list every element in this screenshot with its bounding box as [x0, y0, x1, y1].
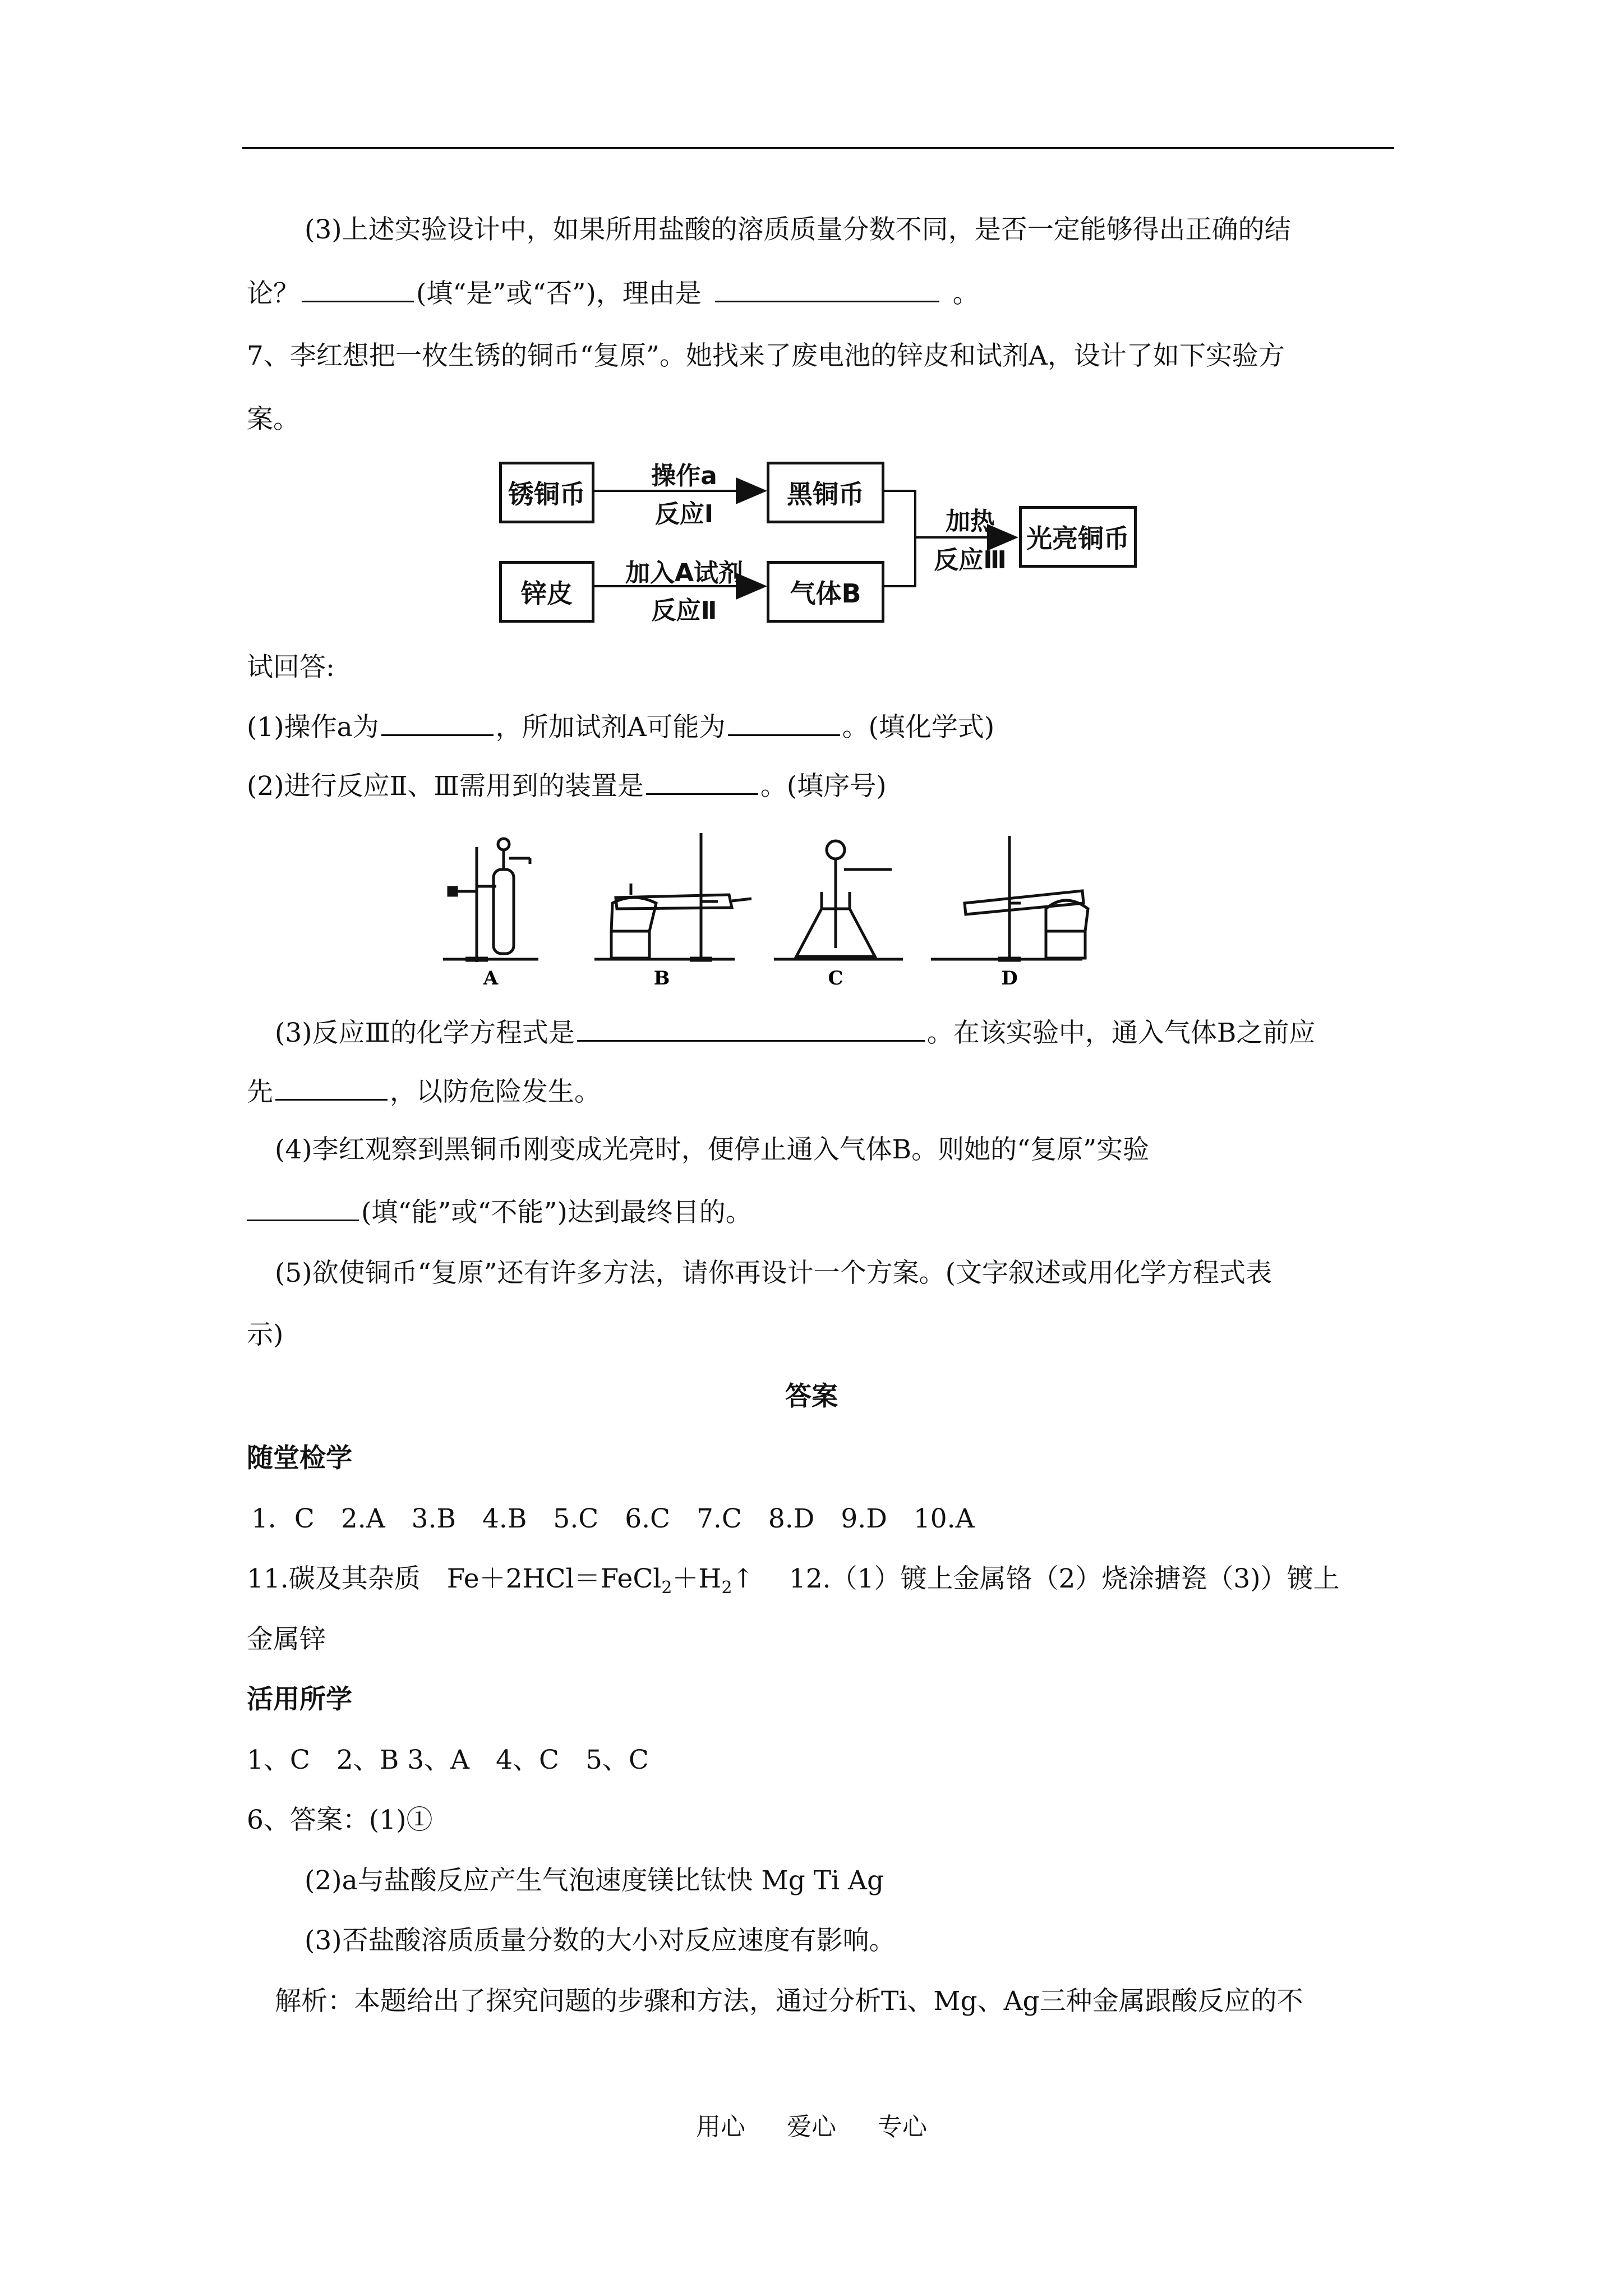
q7-part1: (1)操作a为 ，所加试剂A可能为 。(填化学式)	[247, 710, 994, 744]
answers-s2-line1: 1、C 2、B 3、A 4、C 5、C	[247, 1745, 649, 1775]
q7-ask: 试回答:	[247, 652, 335, 683]
apparatus-label-a: A	[483, 967, 499, 987]
apparatus-b-icon	[594, 833, 751, 959]
box-black-coin: 黑铜币	[767, 462, 884, 523]
answers-title: 答案	[785, 1381, 838, 1412]
footer-word-1: 用心	[696, 2113, 745, 2141]
box-bright-coin: 光亮铜币	[1019, 506, 1137, 568]
apparatus-label-d: D	[1001, 967, 1018, 987]
answer-blank-apparatus[interactable]	[646, 769, 758, 795]
arrow1-top-label: 操作a	[651, 462, 717, 490]
apparatus-label-b: B	[653, 967, 670, 987]
answers-s1-line1: 1．C 2.A 3.B 4.B 5.C 6.C 7.C 8.D 9.D 10.A	[251, 1503, 975, 1534]
q7-part5-line1: (5)欲使铜币“复原”还有许多方法，请你再设计一个方案。(文字叙述或用化学方程式表	[275, 1258, 1272, 1289]
answers-s1-line2: 11.碳及其杂质 $Fe+2HCl=FeCl_2+H_2↑$ 12.（1）镀上金属铬（2）烧涂搪瓷（3)）镀上	[247, 1563, 1340, 1598]
q7-part3-line1: (3)反应Ⅲ的化学方程式是 。在该实验中，通入气体B之前应	[275, 1015, 1315, 1050]
page-footer	[0, 2106, 1623, 2142]
q7-part4-line1: (4)李红观察到黑铜币刚变成光亮时，便停止通入气体B。则她的“复原”实验	[275, 1134, 1150, 1165]
box-rusty-coin: 锈铜币	[499, 462, 594, 523]
answers-s2-line2: 6、答案：(1)①	[247, 1805, 433, 1835]
answer-blank-reagent-a[interactable]	[728, 710, 840, 736]
answer-blank-can-or-not[interactable]	[247, 1195, 359, 1221]
footer-word-2: 爱心	[787, 2113, 836, 2141]
arrow3-top-label: 加热	[946, 507, 995, 536]
answers-section2-heading: 活用所学	[247, 1684, 352, 1715]
q7-part5-line2: 示)	[247, 1319, 284, 1350]
answers-s2-line3: (2)a与盐酸反应产生气泡速度镁比钛快 Mg Ti Ag	[305, 1865, 884, 1896]
q7-part2: (2)进行反应Ⅱ、Ⅲ需用到的装置是 。(填序号)	[247, 769, 887, 803]
q6-3-line2: 论？ (填“是”或“否”)，理由是 。	[247, 276, 979, 311]
arrow1-bottom-label: 反应Ⅰ	[654, 500, 714, 528]
answers-s2-line4: (3)否盐酸溶质质量分数的大小对反应速度有影响。	[305, 1925, 896, 1956]
apparatus-a-icon	[443, 839, 538, 962]
apparatus-d-icon	[931, 836, 1088, 959]
answer-blank-equation[interactable]	[577, 1015, 925, 1042]
q7-intro-line2: 案。	[247, 404, 299, 435]
flow-arrows	[0, 0, 1623, 645]
box-zinc-skin: 锌皮	[499, 561, 594, 623]
q6-3-line1: (3)上述实验设计中，如果所用盐酸的溶质质量分数不同，是否一定能够得出正确的结	[305, 214, 1291, 245]
apparatus-label-c: C	[828, 967, 843, 987]
apparatus-c-icon	[774, 841, 903, 959]
arrow3-bottom-label: 反应Ⅲ	[934, 546, 1007, 574]
answers-section1-heading: 随堂检学	[247, 1443, 352, 1474]
answer-blank-first-step[interactable]	[275, 1074, 388, 1101]
box-gas-b: 气体B	[767, 561, 884, 623]
answer-blank-operation-a[interactable]	[381, 710, 494, 736]
q7-part3-line2: 先 ，以防危险发生。	[247, 1074, 601, 1109]
apparatus-figure	[437, 825, 1178, 987]
q7-part4-line2: (填“能”或“不能”)达到最终目的。	[247, 1195, 752, 1230]
arrow2-bottom-label: 反应Ⅱ	[651, 596, 717, 625]
arrow2-top-label: 加入A试剂	[625, 559, 744, 587]
footer-word-3: 专心	[878, 2113, 927, 2141]
q7-intro-line1: 7、李红想把一枚生锈的铜币“复原”。她找来了废电池的锌皮和试剂A，设计了如下实验方	[247, 341, 1285, 371]
answers-s2-line5: 解析：本题给出了探究问题的步骤和方法，通过分析Ti、Mg、Ag三种金属跟酸反应的不	[275, 1986, 1303, 2017]
answers-s1-line3: 金属锌	[247, 1624, 326, 1655]
